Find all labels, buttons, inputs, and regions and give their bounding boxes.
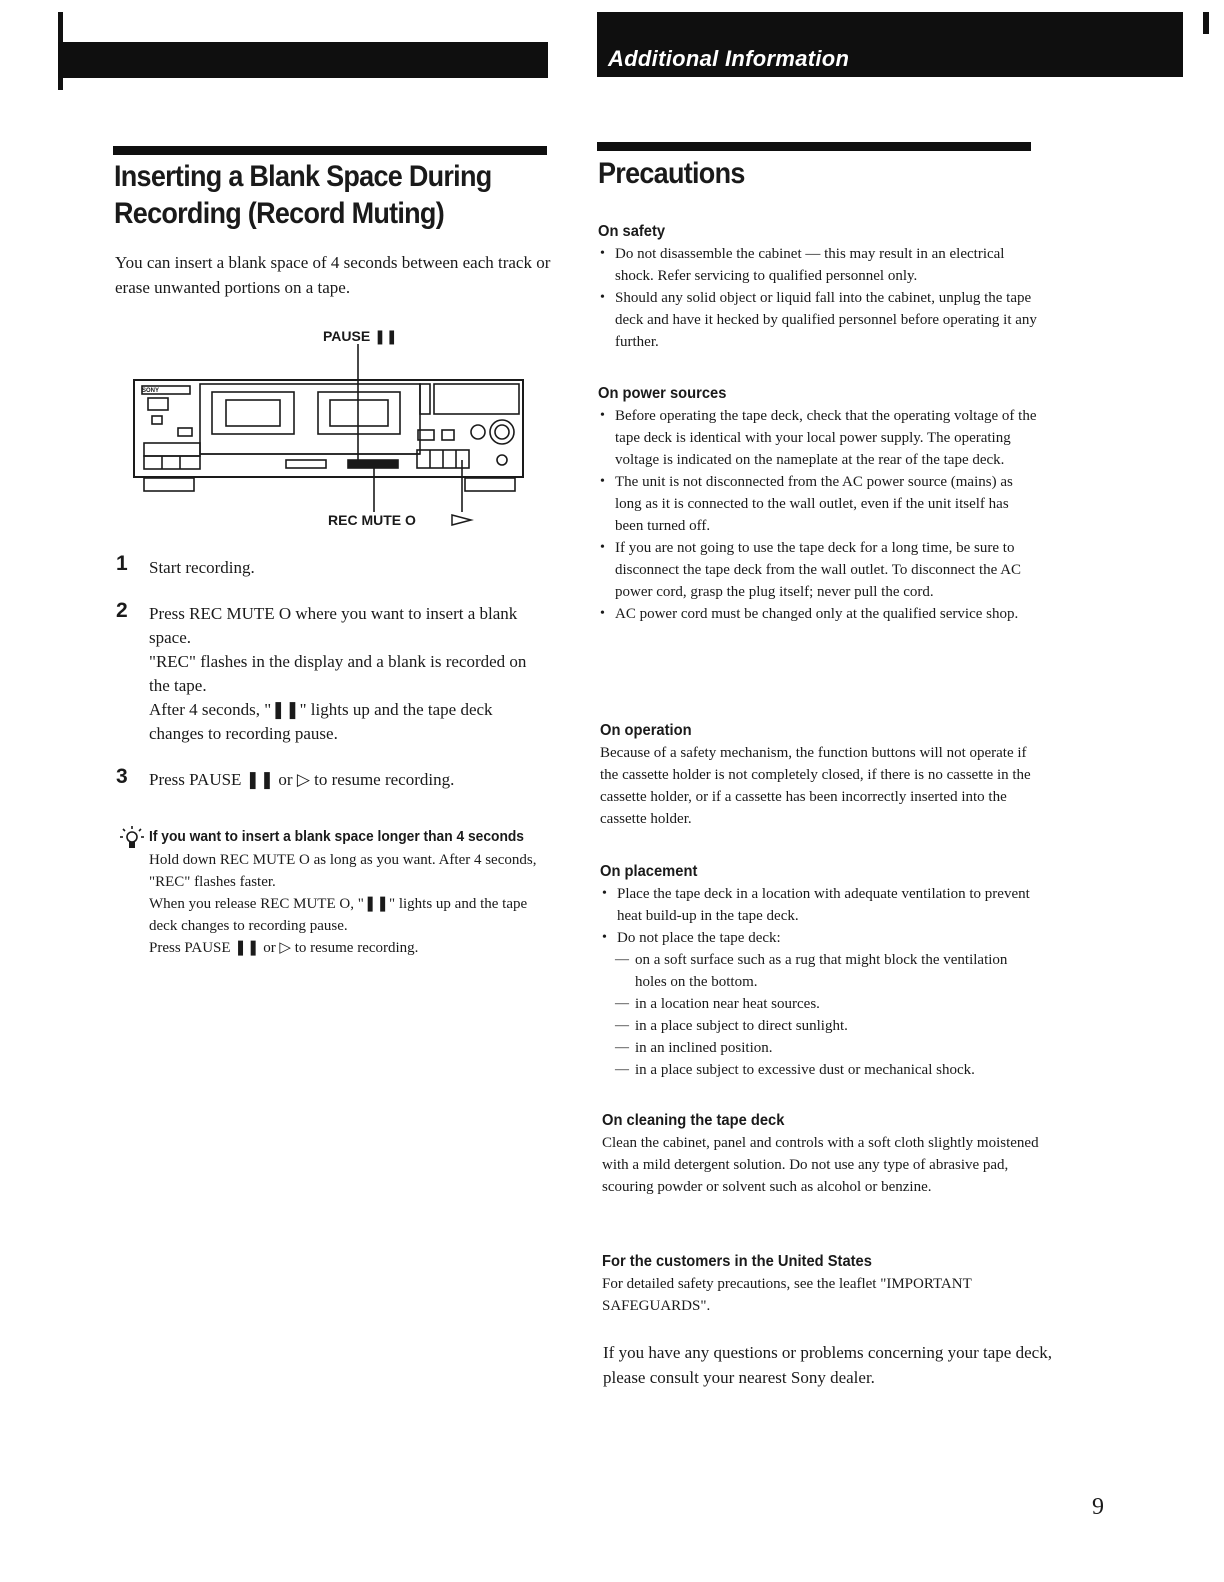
lightbulb-icon [118,824,146,852]
precautions-title: Precautions [598,157,745,190]
list-item: — in an inclined position. [615,1037,1040,1059]
intro-text: You can insert a blank space of 4 seconds between each track or erase unwanted portions on a tape. [115,253,551,297]
display [434,384,519,414]
play-icon [450,513,474,527]
list-item: — in a place subject to excessive dust or mechanical shock. [615,1059,1040,1081]
deck-foot-left [144,478,194,491]
title-rule [597,142,1031,151]
section-cleaning [602,1112,1042,1198]
section-placement [600,863,1040,1081]
section-power [598,385,1038,625]
section-heading: On placement [600,863,698,880]
closing-note: If you have any questions or problems concerning your tape deck, please consult your nearest Sony dealer. [603,1343,1052,1387]
section-safety [598,223,1038,353]
step-number: 2 [116,599,128,622]
section-title: Additional Information [608,46,850,71]
page-title: Inserting a Blank Space During Recording (Record Muting) [114,160,492,230]
section-heading: On operation [600,722,692,739]
section-text: Because of a safety mechanism, the function buttons will not operate if the cassette holder is not completely closed, if there is no cassette in the cassette holder, or if a cassette has been incorrectly inserted into the cassette holder. [600,745,1031,827]
step-text: Press REC MUTE O where you want to insert a blank space. "REC" flashes in the display and a blank is recorded on the tape. After 4 seconds, "❚❚" lights up and the tape deck changes to recording pause. [149,604,527,743]
level-knob [490,420,514,444]
deck-foot-right [465,478,515,491]
list-item: • If you are not going to use the tape deck for a long time, be sure to disconnect the tape deck from the wall outlet. To disconnect the AC power cord, grasp the plug itself; never pull the cord. [598,537,1038,603]
tip-box [149,826,537,959]
tip-body: Hold down REC MUTE O as long as you want. After 4 seconds, "REC" flashes faster. When you release REC MUTE O, "❚❚" lights up and the tape deck changes to recording pause. Press PAUSE ❚❚ or ▷ to resume recording. [149,852,537,956]
tape-deck-illustration [130,340,530,540]
list-item: • Do not place the tape deck: — on a soft surface such as a rug that might block the ventilation holes on the bottom. — in a location near heat sources. — in a place subject to direct sunlight. — in an inclined position. — in a place subject to excessive dust or mechanical shock. [600,927,1040,1081]
tip-heading: If you want to insert a blank space longer than 4 seconds [149,828,524,845]
section-heading: For the customers in the United States [602,1253,872,1270]
page-number: 9 [1092,1494,1104,1520]
section-text: Clean the cabinet, panel and controls with a soft cloth slightly moistened with a mild detergent solution. Do not use any type of abrasive pad, scouring powder or solvent such as alcohol or benzine. [602,1135,1039,1195]
step-text: Press PAUSE ❚❚ or ▷ to resume recording. [149,770,455,789]
list-item: • Place the tape deck in a location with adequate ventilation to prevent heat build-up in the tape deck. [600,883,1040,927]
list-item: — in a location near heat sources. [615,993,1040,1015]
figure-label-rec-mute: REC MUTE O [328,512,416,528]
title-rule [113,146,547,155]
figure-label-pause: PAUSE ❚❚ [323,328,398,344]
step-number: 1 [116,552,128,575]
step-number: 3 [116,765,128,788]
list-item: • Do not disassemble the cabinet — this may result in an electrical shock. Refer servicing to qualified personnel only. [598,243,1038,287]
cassette-window-a [212,392,294,434]
section-operation [600,722,1040,830]
brand-logo: SONY [142,388,160,394]
section-heading: On cleaning the tape deck [602,1112,785,1129]
step-text: Start recording. [149,558,255,577]
list-item: — on a soft surface such as a rug that might block the ventilation holes on the bottom. [615,949,1040,993]
list-item: • AC power cord must be changed only at the qualified service shop. [598,603,1038,625]
list-item: • The unit is not disconnected from the AC power source (mains) as long as it is connected to the wall outlet, even if the unit itself has been turned off. [598,471,1038,537]
section-heading: On power sources [598,385,727,402]
section-text: For detailed safety precautions, see the leaflet "IMPORTANT SAFEGUARDS". [602,1276,972,1314]
section-heading: On safety [598,223,666,240]
power-button [148,398,168,410]
header-band-left [58,42,548,78]
list-item: • Before operating the tape deck, check that the operating voltage of the tape deck is identical with your local power supply. The operating voltage is indicated on the nameplate at the rear of the tape deck. [598,405,1038,471]
list-item: • Should any solid object or liquid fall into the cabinet, unplug the tape deck and have it hecked by qualified personnel before operating it any further. [598,287,1038,353]
edge-mark [1203,12,1209,34]
section-us-customers [602,1253,1042,1317]
list-item: — in a place subject to direct sunlight. [615,1015,1040,1037]
